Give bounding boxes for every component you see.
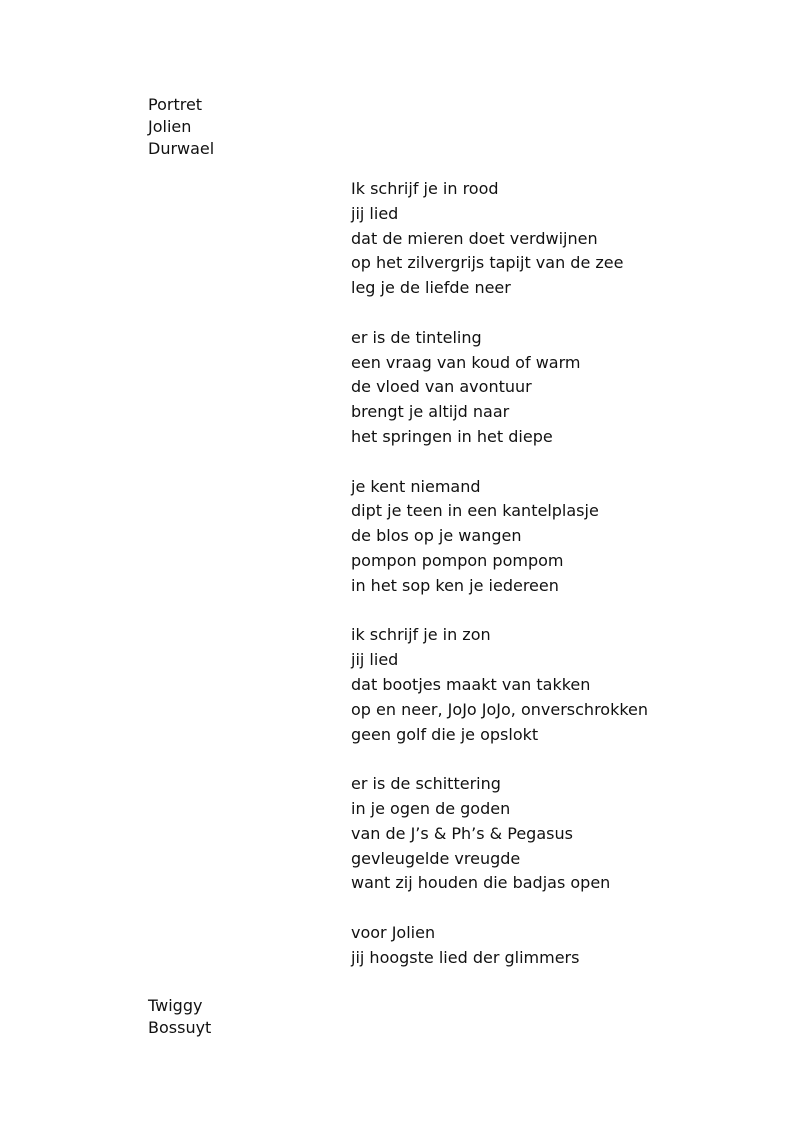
stanza [351,921,648,971]
poem-line: Ik schrijf je in rood [351,179,499,198]
poem-line: leg je de liefde neer [351,278,511,298]
author-line: Bossuyt [148,1018,212,1037]
stanza [351,772,648,896]
poem-line: jij hoogste lied der glimmers [351,947,580,967]
poem-line: ik schrijf je in zon [351,625,491,645]
poem-line: brengt je altijd naar [351,402,510,422]
stanza [351,623,648,747]
poem-line: geen golf die je opslokt [351,724,539,744]
poem-line: dat de mieren doet verdwijnen [351,228,598,248]
poem-line: gevleugelde vreugde [351,848,521,868]
poem-line: op en neer, JoJo JoJo, onverschrokken [351,699,649,719]
poem-line: want zij houden die badjas open [351,873,611,893]
poem-line: voor Jolien [351,922,436,942]
poem-line: in je ogen de goden [351,798,511,818]
poem-line: op het zilvergrijs tapijt van de zee [351,253,624,273]
poem-line: in het sop ken je iedereen [351,575,559,595]
title-line: Portret [148,95,203,114]
poem-line: er is de tinteling [351,327,482,347]
poem-line: pompon pompon pompom [351,550,564,570]
title-line: Jolien [148,117,192,136]
poem-line: er is de schittering [351,774,501,794]
poem-line: de blos op je wangen [351,526,522,546]
stanza [351,177,648,301]
poem-line: de vloed van avontuur [351,377,532,397]
poem-line: jij lied [351,203,399,223]
title-line: Durwael [148,139,215,158]
author-line: Twiggy [148,996,203,1015]
poem-body [351,177,648,971]
author-name [148,995,211,1039]
poem-line: van de J’s & Ph’s & Pegasus [351,823,573,843]
poem-line: dipt je teen in een kantelplasje [351,501,599,521]
stanza [351,475,648,599]
poem-line: je kent niemand [351,476,481,496]
poem-line: een vraag van koud of warm [351,352,581,372]
poem-line: jij lied [351,650,399,670]
stanza [351,326,648,450]
poem-title [148,94,214,160]
poem-line: het springen in het diepe [351,426,553,446]
poem-line: dat bootjes maakt van takken [351,674,591,694]
